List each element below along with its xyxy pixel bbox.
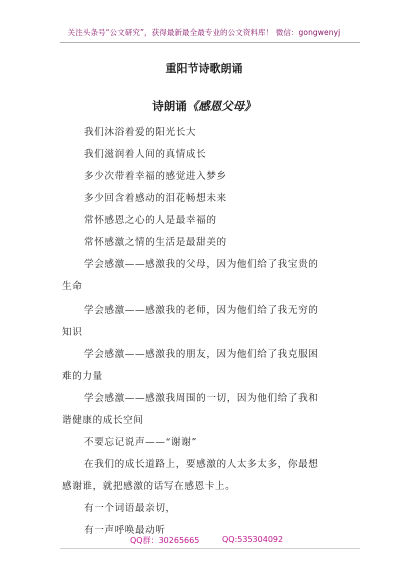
poem-line: 多少回含着感动的泪花畅想未来 <box>84 193 227 204</box>
poem-line: 我们沐浴着爱的阳光长大 <box>84 127 197 138</box>
poem-line: 常怀感激之情的生活是最甜美的 <box>84 237 227 248</box>
poem-title-name: 《感恩父母》 <box>186 99 256 113</box>
poem-line: 谐健康的成长空间 <box>62 415 144 426</box>
poem-line: 我们滋润着人间的真情成长 <box>84 149 207 160</box>
poem-line: 学会感激——感激我的父母，因为他们给了我宝贵的 <box>84 259 319 270</box>
footer-qq-group: QQ群：30265665 <box>130 536 200 545</box>
poem-line: 学会感激——感激我周围的一切，因为他们给了我和 <box>84 393 319 404</box>
poem-line: 学会感激——感激我的朋友，因为他们给了我克服困 <box>84 349 319 360</box>
poem-title-prefix: 诗朗诵 <box>152 99 187 113</box>
header-divider <box>60 42 360 43</box>
poem-line: 感谢谁，就把感激的话写在感恩卡上。 <box>62 481 236 492</box>
poem-line: 不要忘记说声——“谢谢” <box>84 437 197 448</box>
document-title: 重阳节诗歌朗诵 <box>165 62 243 75</box>
header-notice: 关注头条号“公文研究”，获得最新最全最专业的公文资料库！ 微信：gongwenyj <box>67 28 341 37</box>
poem-line: 在我们的成长道路上，要感激的人太多太多，你最想 <box>84 459 319 470</box>
poem-line: 知识 <box>62 327 83 338</box>
poem-line: 难的力量 <box>62 371 103 382</box>
poem-line: 多少次带着幸福的感觉进入梦乡 <box>84 171 227 182</box>
poem-line: 生命 <box>62 281 83 292</box>
poem-line: 有一声呼唤最动听 <box>84 525 166 536</box>
poem-line: 学会感激——感激我的老师，因为他们给了我无穷的 <box>84 305 319 316</box>
footer-divider <box>60 548 360 549</box>
poem-title <box>0 98 408 114</box>
poem-line: 常怀感恩之心的人是最幸福的 <box>84 215 217 226</box>
footer-qq-number: QQ:535304092 <box>222 535 284 544</box>
footer <box>0 535 408 549</box>
poem-line: 有一个词语最亲切， <box>84 503 176 514</box>
